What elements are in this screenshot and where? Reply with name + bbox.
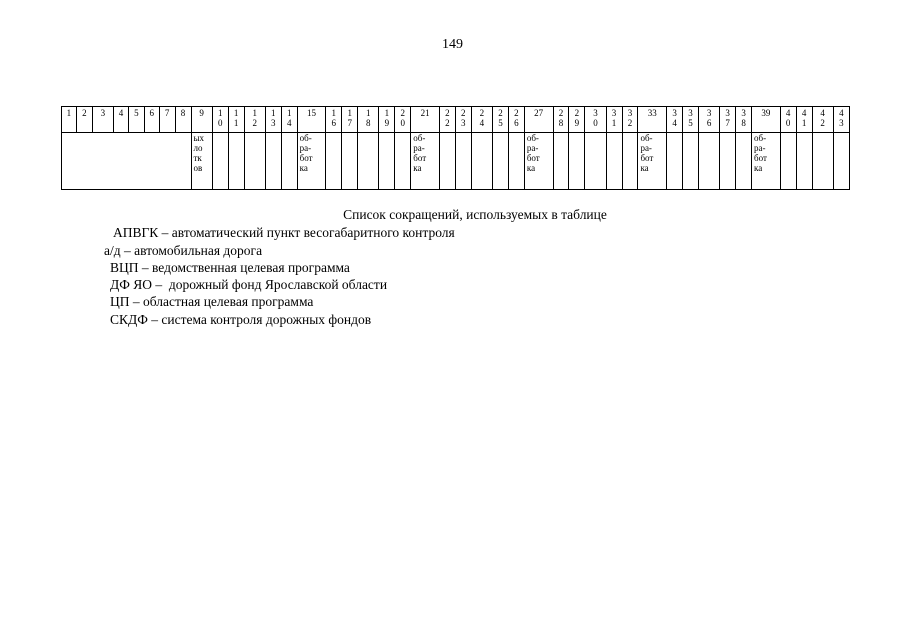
body-cell bbox=[833, 133, 849, 190]
header-cell bbox=[638, 107, 667, 133]
header-cell bbox=[833, 107, 849, 133]
header-cell bbox=[281, 107, 297, 133]
header-cell-label: 4 2 bbox=[820, 108, 825, 128]
header-cell-label: 3 4 bbox=[672, 108, 677, 128]
header-cell-label: 7 bbox=[164, 108, 170, 118]
header-cell-label: 2 4 bbox=[479, 108, 485, 128]
header-cell-label: 4 0 bbox=[785, 108, 791, 128]
header-cell bbox=[212, 107, 228, 133]
header-cell bbox=[144, 107, 159, 133]
header-cell bbox=[395, 107, 411, 133]
body-cell bbox=[752, 133, 781, 190]
body-cell-text: об- ра- бот ка bbox=[754, 133, 767, 173]
header-cell bbox=[736, 107, 752, 133]
header-cell bbox=[622, 107, 638, 133]
header-cell bbox=[228, 107, 244, 133]
body-cell bbox=[455, 133, 471, 190]
header-cell-label: 4 1 bbox=[801, 108, 807, 128]
header-cell-label: 1 0 bbox=[217, 108, 223, 128]
header-cell bbox=[159, 107, 175, 133]
body-cell-text: об- ра- бот ка bbox=[640, 133, 654, 173]
header-cell bbox=[76, 107, 92, 133]
header-cell-label: 1 3 bbox=[271, 108, 276, 128]
header-cell bbox=[553, 107, 569, 133]
header-cell bbox=[752, 107, 781, 133]
header-cell-label: 1 2 bbox=[252, 108, 257, 128]
body-cell bbox=[395, 133, 411, 190]
body-cell bbox=[720, 133, 736, 190]
body-cell bbox=[244, 133, 265, 190]
header-cell-label: 3 0 bbox=[593, 108, 598, 128]
body-cell bbox=[358, 133, 379, 190]
header-cell bbox=[175, 107, 191, 133]
body-cell bbox=[524, 133, 553, 190]
abbreviation-item: ЦП – областная целевая программа bbox=[110, 294, 314, 309]
body-cell-text: ых ло тк ов bbox=[193, 133, 205, 173]
body-cell bbox=[812, 133, 833, 190]
header-cell-label: 3 bbox=[100, 108, 106, 118]
body-cell bbox=[606, 133, 622, 190]
body-cell bbox=[439, 133, 455, 190]
table-header-row bbox=[62, 107, 850, 133]
header-cell-label: 27 bbox=[534, 108, 544, 118]
header-cell bbox=[698, 107, 719, 133]
body-cell bbox=[553, 133, 569, 190]
header-cell-label: 1 8 bbox=[366, 108, 371, 128]
body-cell bbox=[471, 133, 492, 190]
header-cell-label: 9 bbox=[199, 108, 204, 118]
header-cell-label: 1 1 bbox=[233, 108, 239, 128]
abbreviation-item: ДФ ЯО – дорожный фонд Ярославской области bbox=[110, 277, 388, 292]
body-cell bbox=[326, 133, 342, 190]
header-cell bbox=[524, 107, 553, 133]
header-cell bbox=[439, 107, 455, 133]
body-cell bbox=[265, 133, 281, 190]
header-cell-label: 5 bbox=[134, 108, 139, 118]
data-table bbox=[61, 106, 850, 190]
header-cell-label: 3 1 bbox=[611, 108, 617, 128]
body-cell bbox=[683, 133, 699, 190]
body-cell-merged bbox=[62, 133, 192, 190]
abbreviation-item: СКДФ – система контроля дорожных фондов bbox=[110, 312, 372, 327]
body-cell bbox=[569, 133, 585, 190]
body-cell bbox=[585, 133, 606, 190]
page-number: 149 bbox=[442, 37, 463, 52]
body-cell-text: об- ра- бот ка bbox=[299, 133, 313, 173]
header-cell bbox=[297, 107, 326, 133]
header-cell bbox=[244, 107, 265, 133]
header-cell bbox=[720, 107, 736, 133]
header-cell-label: 8 bbox=[180, 108, 186, 118]
header-cell-label: 2 0 bbox=[400, 108, 406, 128]
header-cell bbox=[358, 107, 379, 133]
body-cell bbox=[780, 133, 796, 190]
body-cell bbox=[212, 133, 228, 190]
body-cell bbox=[191, 133, 212, 190]
body-cell bbox=[796, 133, 812, 190]
body-cell bbox=[493, 133, 509, 190]
header-cell bbox=[379, 107, 395, 133]
header-cell bbox=[796, 107, 812, 133]
body-cell bbox=[281, 133, 297, 190]
header-cell bbox=[114, 107, 129, 133]
header-cell bbox=[780, 107, 796, 133]
header-cell-label: 3 8 bbox=[741, 108, 746, 128]
header-cell-label: 39 bbox=[761, 108, 771, 118]
body-cell bbox=[228, 133, 244, 190]
header-cell bbox=[191, 107, 212, 133]
body-cell bbox=[736, 133, 752, 190]
header-cell-label: 3 5 bbox=[688, 108, 693, 128]
header-cell-label: 2 6 bbox=[514, 108, 519, 128]
header-cell bbox=[683, 107, 699, 133]
header-cell-label: 3 2 bbox=[627, 108, 633, 128]
body-cell-text: об- ра- бот ка bbox=[526, 133, 540, 173]
body-cell bbox=[411, 133, 440, 190]
abbreviation-item: а/д – автомобильная дорога bbox=[104, 243, 263, 258]
header-cell-label: 33 bbox=[647, 108, 657, 118]
header-cell-label: 6 bbox=[149, 108, 154, 118]
header-cell-label: 1 4 bbox=[286, 108, 292, 128]
header-cell bbox=[411, 107, 440, 133]
body-cell bbox=[698, 133, 719, 190]
header-cell bbox=[471, 107, 492, 133]
abbreviations-title: Список сокращений, используемых в таблице bbox=[343, 207, 607, 222]
body-cell bbox=[297, 133, 326, 190]
abbreviation-item: АПВГК – автоматический пункт весогабаритного контроля bbox=[113, 225, 455, 240]
body-cell-text: об- ра- бот ка bbox=[413, 133, 427, 173]
header-cell bbox=[326, 107, 342, 133]
header-cell bbox=[128, 107, 144, 133]
body-cell bbox=[667, 133, 683, 190]
header-cell-label: 21 bbox=[420, 108, 430, 118]
header-cell-label: 1 6 bbox=[331, 108, 337, 128]
header-cell-label: 15 bbox=[306, 108, 316, 118]
header-cell bbox=[455, 107, 471, 133]
header-cell-label: 1 7 bbox=[347, 108, 352, 128]
header-cell-label: 2 3 bbox=[461, 108, 466, 128]
header-cell bbox=[667, 107, 683, 133]
header-cell-label: 2 9 bbox=[574, 108, 580, 128]
abbreviation-item: ВЦП – ведомственная целевая программа bbox=[110, 260, 350, 275]
header-cell-label: 2 bbox=[82, 108, 87, 118]
header-cell-label: 3 6 bbox=[706, 108, 712, 128]
body-cell bbox=[622, 133, 638, 190]
header-cell bbox=[606, 107, 622, 133]
header-cell bbox=[585, 107, 606, 133]
header-cell-label: 2 5 bbox=[498, 108, 503, 128]
header-cell-label: 1 bbox=[66, 108, 72, 118]
header-cell bbox=[569, 107, 585, 133]
header-cell-label: 1 9 bbox=[384, 108, 390, 128]
header-cell bbox=[92, 107, 113, 133]
header-cell bbox=[342, 107, 358, 133]
header-cell bbox=[493, 107, 509, 133]
header-cell-label: 3 7 bbox=[725, 108, 730, 128]
header-cell bbox=[265, 107, 281, 133]
header-cell-label: 2 8 bbox=[558, 108, 564, 128]
header-cell-label: 2 2 bbox=[445, 108, 450, 128]
body-cell bbox=[379, 133, 395, 190]
header-cell-label: 4 bbox=[118, 108, 124, 118]
body-cell bbox=[638, 133, 667, 190]
header-cell bbox=[812, 107, 833, 133]
header-cell bbox=[508, 107, 524, 133]
body-cell bbox=[508, 133, 524, 190]
body-cell bbox=[342, 133, 358, 190]
header-cell-label: 4 3 bbox=[839, 108, 844, 128]
table-body-row bbox=[62, 133, 850, 190]
header-cell bbox=[62, 107, 77, 133]
